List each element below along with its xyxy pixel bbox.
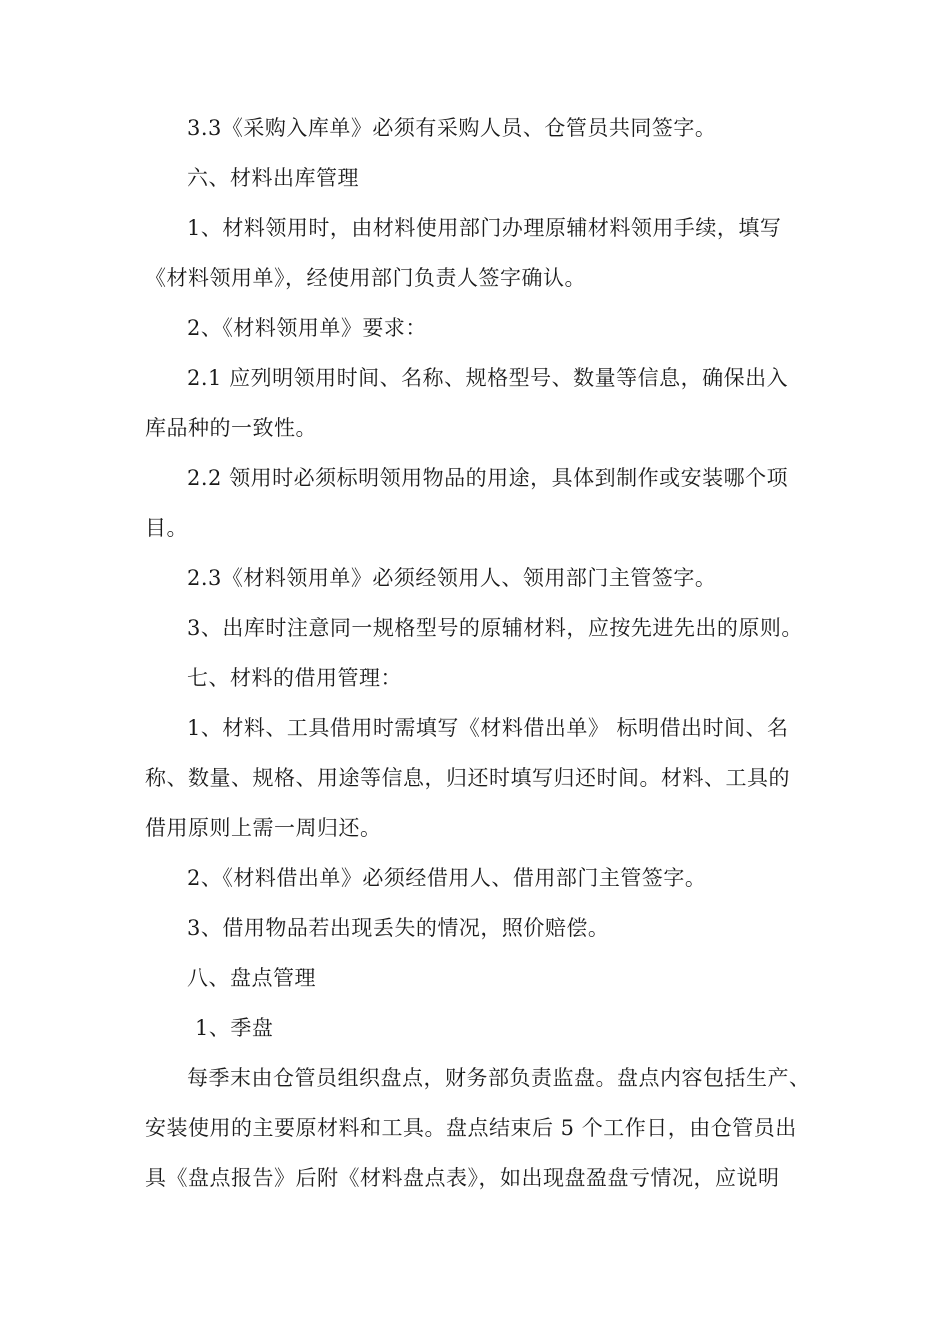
paragraph-line: 《材料领用单》，经使用部门负责人签字确认。 (145, 266, 586, 290)
paragraph-line: 每季末由仓管员组织盘点，财务部负责监盘。盘点内容包括生产、 (187, 1066, 811, 1090)
paragraph-line: 1、材料、工具借用时需填写《材料借出单》 标明借出时间、名 (187, 716, 789, 740)
paragraph-line: 2.1 应列明领用时间、名称、规格型号、数量等信息，确保出入 (187, 366, 789, 390)
paragraph-line: 2、《材料领用单》要求： (187, 316, 427, 340)
paragraph-line: 库品种的一致性。 (145, 416, 317, 440)
section-heading: 七、材料的借用管理： (187, 666, 402, 690)
document-body (145, 103, 825, 1203)
paragraph-line: 称、数量、规格、用途等信息，归还时填写归还时间。材料、工具的 (145, 766, 790, 790)
paragraph-line: 借用原则上需一周归还。 (145, 816, 382, 840)
paragraph-line: 2.3《材料领用单》必须经领用人、领用部门主管签字。 (187, 566, 717, 590)
paragraph-line: 1、材料领用时，由材料使用部门办理原辅材料领用手续，填写 (187, 216, 782, 240)
paragraph-line: 目。 (145, 516, 188, 540)
paragraph-line: 具《盘点报告》后附《材料盘点表》，如出现盘盈盘亏情况，应说明 (145, 1166, 780, 1190)
paragraph-line: 安装使用的主要原材料和工具。盘点结束后 5 个工作日，由仓管员出 (145, 1116, 797, 1140)
subsection-heading: 1、季盘 (195, 1016, 274, 1040)
paragraph-line: 3、出库时注意同一规格型号的原辅材料，应按先进先出的原则。 (187, 616, 803, 640)
paragraph-line: 3、借用物品若出现丢失的情况，照价赔偿。 (187, 916, 610, 940)
section-heading: 六、材料出库管理 (187, 166, 359, 190)
paragraph-line: 3.3《采购入库单》必须有采购人员、仓管员共同签字。 (187, 116, 717, 140)
paragraph-line: 2、《材料借出单》必须经借用人、借用部门主管签字。 (187, 866, 707, 890)
paragraph-line: 2.2 领用时必须标明领用物品的用途，具体到制作或安装哪个项 (187, 466, 789, 490)
section-heading: 八、盘点管理 (187, 966, 316, 990)
